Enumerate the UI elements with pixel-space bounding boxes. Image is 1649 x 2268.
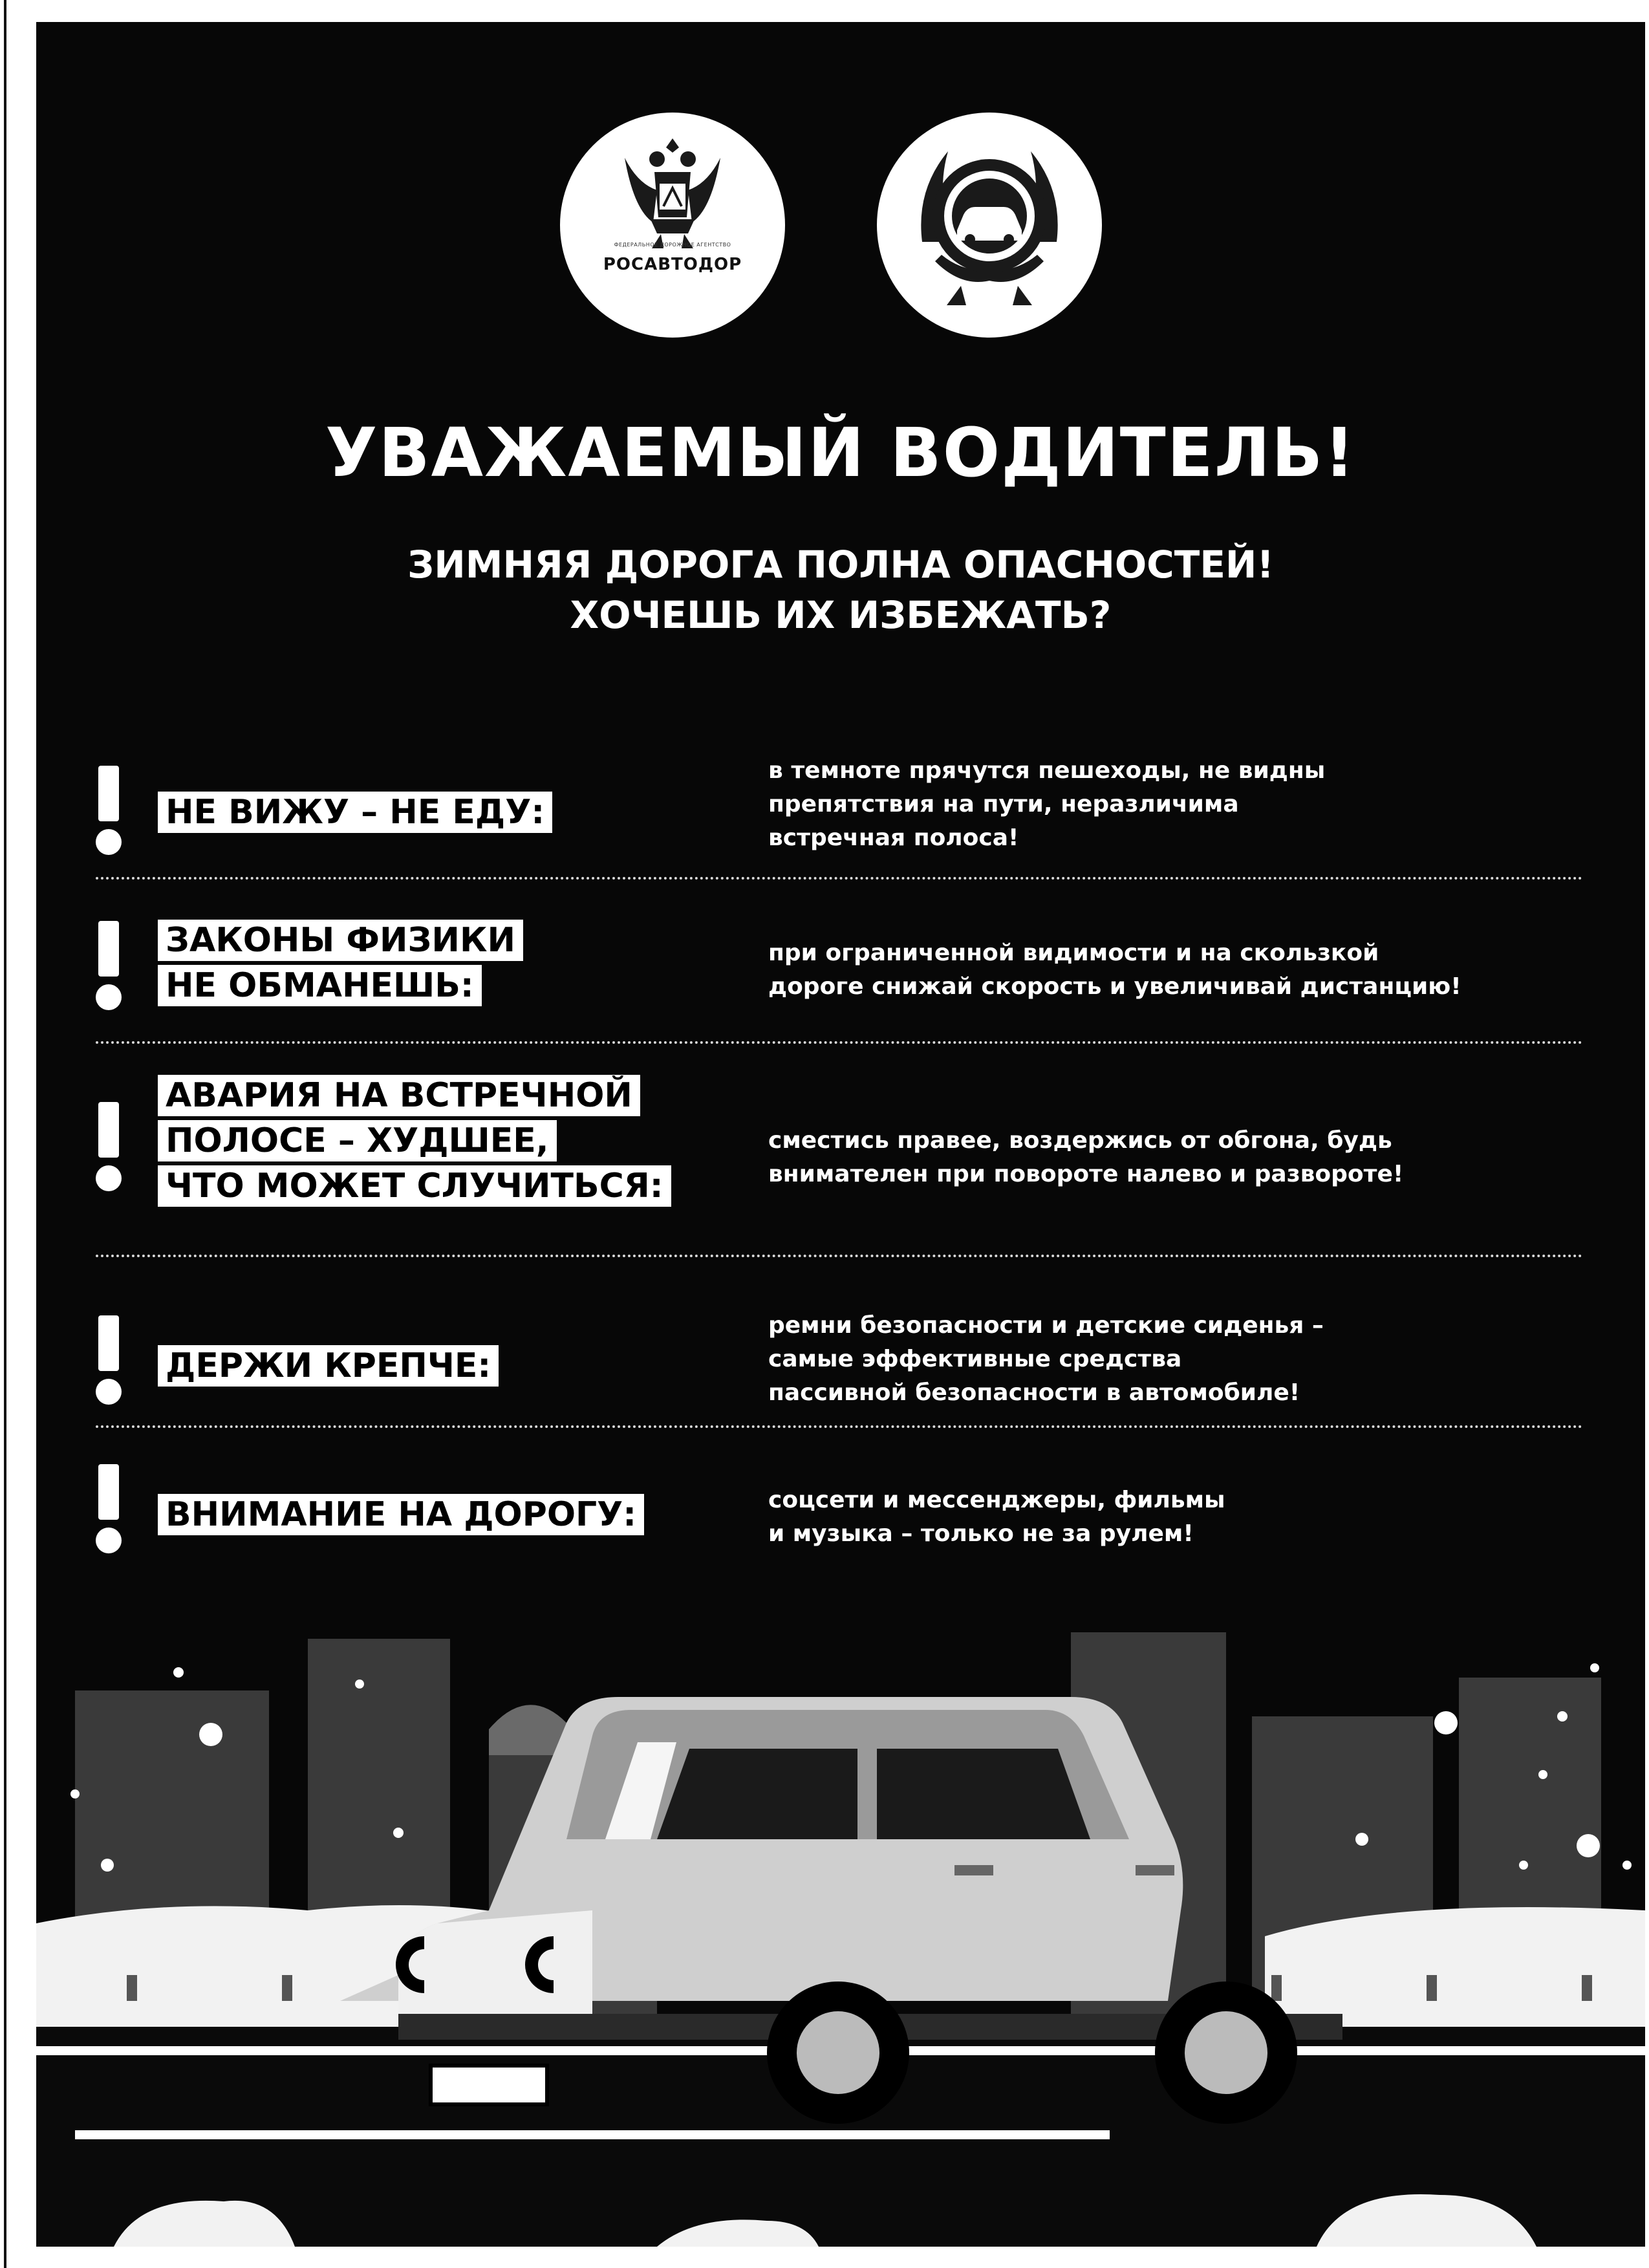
tip-desc-line: ремни безопасности и детские сиденья – (768, 1312, 1324, 1339)
winter-road-scene (36, 1561, 1645, 2247)
tip-label (158, 1345, 499, 1390)
tip-description (768, 1309, 1324, 1410)
tip-desc-line: при ограниченной видимости и на скользкой (768, 940, 1379, 966)
tip-description (768, 1124, 1403, 1191)
logo-org-small-caption: ФЕДЕРАЛЬНОЕ ДОРОЖНОЕ АГЕНТСТВО (614, 242, 731, 248)
car-illustration (36, 1561, 1645, 2247)
tip-label-line: АВАРИЯ НА ВСТРЕЧНОЙ (158, 1075, 640, 1116)
exclamation-icon (94, 1102, 123, 1193)
tip-desc-line: самые эффективные средства (768, 1346, 1182, 1372)
exclamation-icon (94, 1464, 123, 1555)
tip-label-line: ПОЛОСЕ – ХУДШЕЕ, (158, 1120, 557, 1161)
tip-desc-line: пассивной безопасности в автомобиле! (768, 1379, 1300, 1406)
exclamation-icon (94, 1315, 123, 1406)
tip-description (768, 936, 1461, 1004)
tip-label-line: ЗАКОНЫ ФИЗИКИ (158, 920, 523, 961)
traffic-police-emblem (877, 113, 1102, 338)
tip-label-line: НЕ ОБМАНЕШЬ: (158, 965, 482, 1006)
exclamation-icon (94, 766, 123, 856)
eagle-emblem-icon (560, 113, 785, 338)
subtitle (36, 539, 1645, 640)
tip-description (768, 754, 1325, 855)
tip-label-line: ВНИМАНИЕ НА ДОРОГУ: (158, 1494, 644, 1535)
rosavtodor-logo (560, 113, 785, 338)
tip-label (158, 792, 552, 837)
tip-label (158, 1494, 644, 1539)
subtitle-line: ЗИМНЯЯ ДОРОГА ПОЛНА ОПАСНОСТЕЙ! (407, 543, 1274, 587)
tip-label (158, 920, 523, 1010)
tip-desc-line: препятствия на пути, неразличима (768, 791, 1239, 817)
tip-desc-line: сместись правее, воздержись от обгона, будь (768, 1127, 1392, 1154)
tip-label-line: НЕ ВИЖУ – НЕ ЕДУ: (158, 792, 552, 833)
tip-desc-line: внимателен при повороте налево и развороте! (768, 1161, 1404, 1187)
tip-desc-line: встречная полоса! (768, 825, 1019, 851)
police-badge-icon (877, 113, 1102, 338)
tip-desc-line: в темноте прячутся пешеходы, не видны (768, 757, 1326, 784)
exclamation-icon (94, 921, 123, 1011)
tip-desc-line: дороге снижай скорость и увеличивай дистанцию! (768, 973, 1461, 1000)
page-edge-line (4, 0, 6, 2268)
tip-desc-line: соцсети и мессенджеры, фильмы (768, 1487, 1225, 1513)
tip-label-line: ДЕРЖИ КРЕПЧЕ: (158, 1345, 499, 1387)
main-title: УВАЖАЕМЫЙ ВОДИТЕЛЬ! (325, 413, 1356, 492)
tip-desc-line: и музыка – только не за рулем! (768, 1520, 1194, 1547)
dotted-divider (96, 1425, 1583, 1428)
poster (36, 22, 1645, 2247)
dotted-divider (96, 877, 1583, 880)
subtitle-line: ХОЧЕШЬ ИХ ИЗБЕЖАТЬ? (570, 593, 1112, 637)
tip-description (768, 1484, 1225, 1551)
tip-label (158, 1075, 671, 1211)
logo-org-caption: РОСАВТОДОР (603, 255, 742, 274)
tip-label-line: ЧТО МОЖЕТ СЛУЧИТЬСЯ: (158, 1165, 671, 1207)
dotted-divider (96, 1041, 1583, 1044)
dotted-divider (96, 1255, 1583, 1257)
